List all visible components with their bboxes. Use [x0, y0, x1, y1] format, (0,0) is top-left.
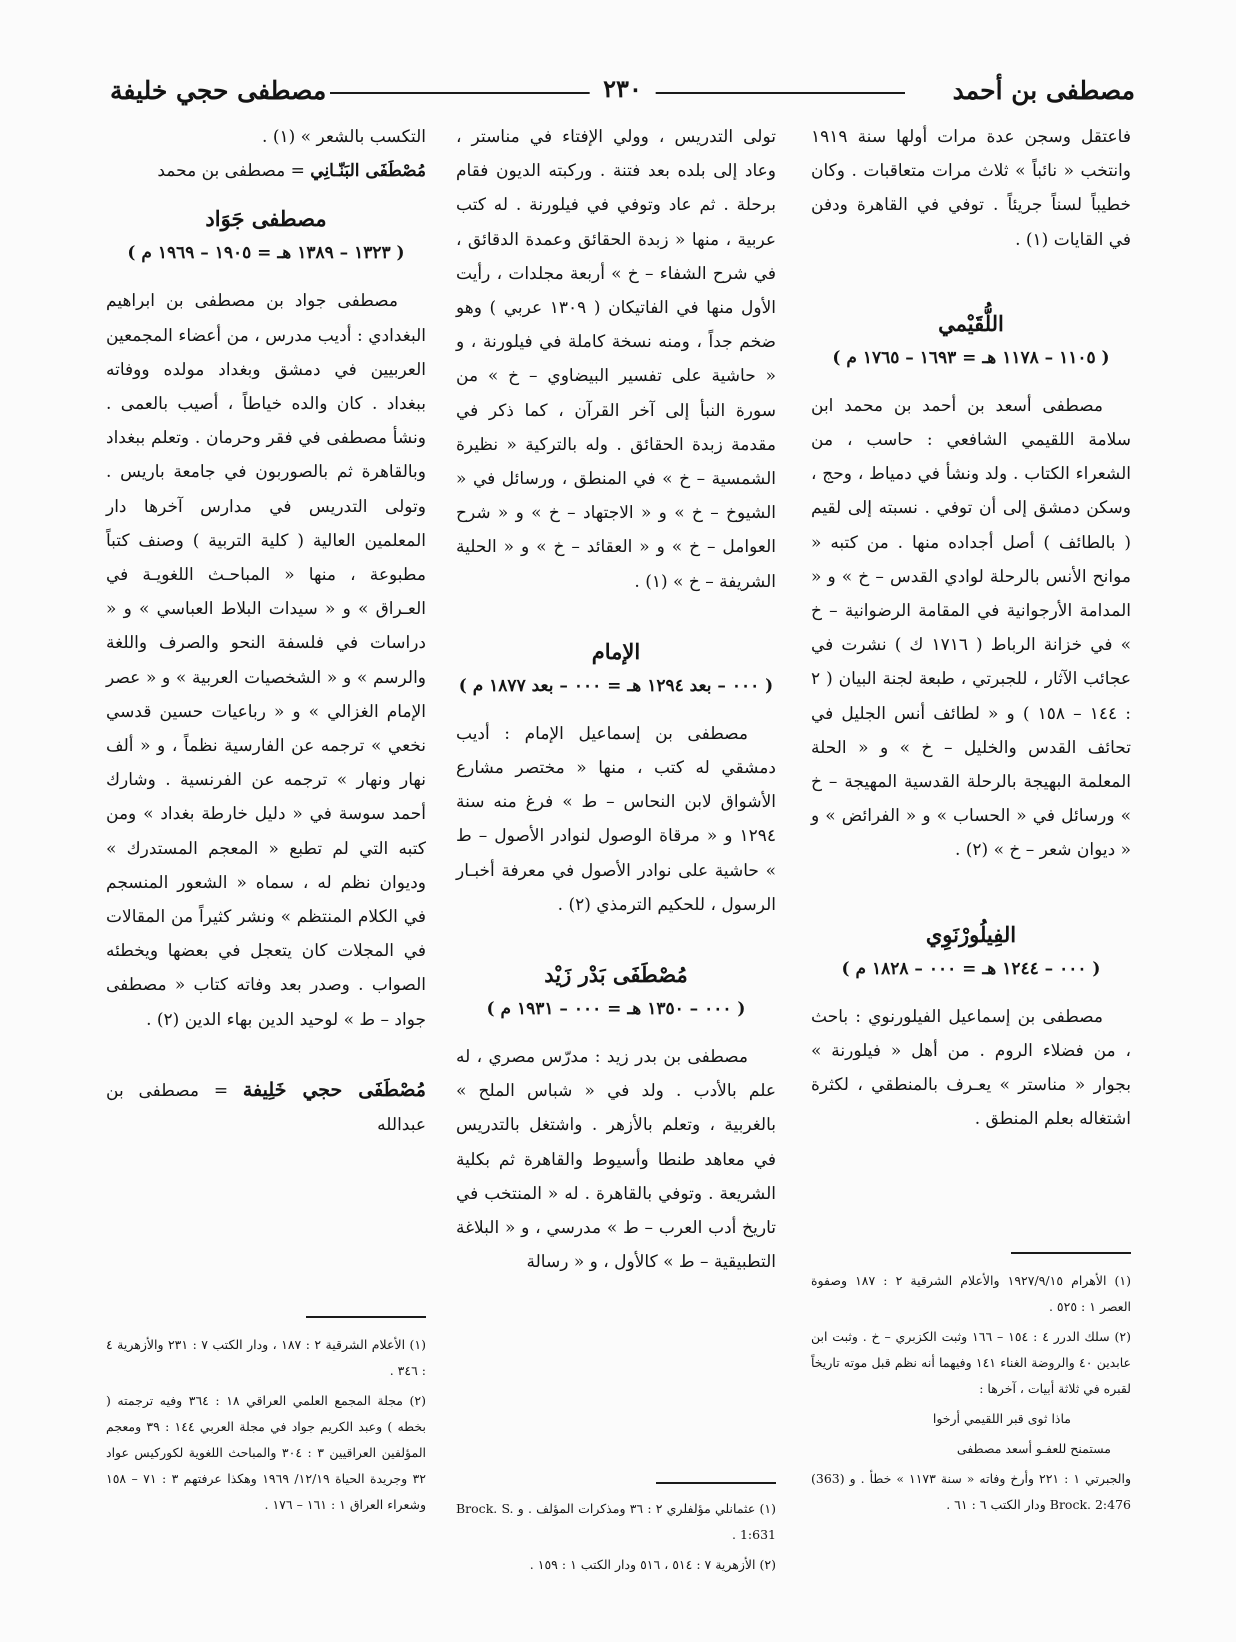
column-intro: فاعتقل وسجن عدة مرات أولها سنة ١٩١٩ وانتخب « نائباً » ثلاث مرات متعاقبات . وكان خطيباً لسناً جريئاً . توفي في القاهرة ودفن في القايات (١) . [811, 127, 1131, 250]
footnote: (٢) سلك الدرر ٤ : ١٥٤ – ١٦٦ وثبت الكزبري – خ . وثبت ابن عابدين ٤٠ والروضة الغناء ١٤١ وفيهما أنه نظم قبل موته تاريخاً لقبره في ثلاثة أبيات ، آخرها : [811, 1329, 1131, 1396]
footnotes-left [106, 1332, 426, 1522]
footnote-verse: مستمنح للعفـو أسعد مصطفى [956, 1441, 1111, 1456]
entry-dates: ( ١٣٢٣ – ١٣٨٩ هـ = ١٩٠٥ – ١٩٦٩ م ) [127, 243, 405, 264]
cross-reference-target: = مصطفى بن محمد [157, 161, 311, 182]
cross-reference-name: مُصْطَفَى حجي خَلِيفة [242, 1078, 426, 1101]
entry-title: مُصْطَفَى بَدْر زَيْد [544, 962, 688, 988]
footnote-rule [1011, 1252, 1131, 1254]
entry-body: مصطفى جواد بن مصطفى بن ابراهيم البغدادي : أديب مدرس ، من أعضاء المجمعين العربيين في دمشق وبغداد مولده ووفاته ببغداد . كان والده خياطاً ، أصيب بالعمى . ونشأ مصطفى في فقر وحرمان . وتعلم ببغداد وبالقاهرة ثم بالصوربون في جامعة باريس . وتولى التدريس في مدارس آخرها دار المعلمين العالية ( كلية التربية ) وصنف كتباً مطبوعة ، منها « المباحـث اللغويـة في العـراق » و « سيدات البلاط العباسي » و « دراسات في فلسفة النحو والصرف واللغة والرسم » و « الشخصيات العربية » و « عصر الإمام الغزالي » و « رباعيات حسين قدسي نخعي » ترجمه عن الفارسية نظماً ، و « ألف نهار ونهار » ترجمه عن الفرنسية . وشارك أحمد سوسة في « دليل خارطة بغداد » ومن كتبه التي لم تطبع « المعجم المستدرك » وديوان نظم له ، سماه « الشعور المنسجم في الكلام المنتظم » ونشر كثيراً من المقالات في المجلات كان يتعجل في بعضها ويخطئه الصواب . وصدر بعد وفاته كتاب « مصطفى جواد – ط » لوحيد الدين بهاء الدين (٢) . [106, 291, 426, 1030]
header-left-title: مصطفى حجي خليفة [110, 76, 327, 105]
column-intro: تولى التدريس ، وولي الإفتاء في مناستر ، وعاد إلى بلده بعد فتنة . وركبته الديون فقام برحلة . ثم عاد وتوفي في فيلورنة . له كتب عربية ، منها « زبدة الحقائق وعمدة الدقائق ، في شرح الشفاء – خ » أربعة مجلدات ، رأيت الأول منها في الفاتيكان ( ١٣٠٩ عربي ) وهو ضخم جداً ، ومنه نسخة كاملة في فيلورنة ، و « حاشية على تفسير البيضاوي – خ » من سورة النبأ إلى آخر القرآن ، كما ذكر في مقدمة زبدة الحقائق . وله بالتركية « نظيرة الشمسية – خ » في المنطق ، ورسائل في « الشيوخ – خ » و « الاجتهاد – خ » و « شرح العوامل – خ » و « العقائد – خ » و « الحلية الشريفة – خ » (١) . [456, 127, 776, 592]
page-number: ٢٣٠ [589, 74, 656, 103]
entry-body: مصطفى بن إسماعيل الفيلورنوي : باحث ، من فضلاء الروم . من أهل « فيلورنة » بجوار « مناستر » يعـرف بالمنطقي ، لكثرة اشتغاله بعلم المنطق . [811, 1006, 1131, 1130]
footnote: (١) الأعلام الشرقية ٢ : ١٨٧ ، ودار الكتب ٧ : ٢٣١ والأزهرية ٤ : ٣٤٦ . [106, 1337, 426, 1378]
header-right-title: مصطفى بن أحمد [952, 76, 1135, 105]
entry-title: مصطفى جَوَاد [205, 206, 327, 232]
entry-body: مصطفى أسعد بن أحمد بن محمد ابن سلامة اللقيمي الشافعي : حاسب ، من الشعراء الكتاب . ولد ونشأ في دمياط ، وحج ، وسكن دمشق إلى أن توفي . نسبته إلى لقيم ( بالطائف ) أصل أجداده منها . من كتبه « موانح الأنس بالرحلة لوادي القدس – خ » و « المدامة الأرجوانية في المقامة الرضوانية – خ » في خزانة الرباط ( ١٧١٦ ك ) نشرت في عجائب الآثار ، للجبرتي ، طبعة لجنة البيان ( ٢ : ١٤٤ – ١٥٨ ) و « لطائف أنس الجليل في تحائف القدس والخليل – خ » و « الحلة المعلمة البهيجة بالرحلة القدسية المهيجة – خ » ورسائل في « الحساب » و « الفرائض » و « ديوان شعر – خ » (٢) . [811, 395, 1131, 861]
footnote: (١) عثمانلي مؤلفلري ٢ : ٣٦ ومذكرات المؤلف . و Brock. S. 1:631 . [456, 1501, 776, 1542]
entry-dates: ( ٠٠٠ – ١٢٤٤ هـ = ٠٠٠ – ١٨٢٨ م ) [841, 958, 1101, 979]
running-header [110, 68, 1135, 112]
cross-reference [106, 154, 426, 188]
entry-title: الإمام [591, 638, 641, 664]
footnote: (٢) مجلة المجمع العلمي العراقي ١٨ : ٣٦٤ وفيه ترجمته ( بخطه ) وعبد الكريم جواد في مجلة العربي ١٤٤ : ٣٩ ومعجم المؤلفين العراقيين ٣ : ٣٠٤ والمباحث اللغوية لكوركيس عواد ٣٢ وجريدة الحياة ١٢/١٩/ ١٩٦٩ وهكذا عرفتهم ٣ : ٧١ – ١٥٨ وشعراء العراق ١ : ١٦١ – ١٧٦ . [106, 1393, 427, 1512]
entry-title: الفِيلُورْنَوِي [925, 921, 1017, 947]
footnote: (١) الأهرام ١٩٢٧/٩/١٥ والأعلام الشرقية ٢ : ١٨٧ وصفوة العصر ١ : ٥٢٥ . [811, 1273, 1131, 1314]
footnote: (٢) الأزهرية ٧ : ٥١٤ ، ٥١٦ ودار الكتب ١ : ١٥٩ . [529, 1557, 776, 1572]
footnote-rule [656, 1482, 776, 1484]
cross-reference-target: = مصطفى بن عبدالله [106, 1080, 426, 1136]
column-left [106, 120, 426, 1142]
footnote: والجبرتي ١ : ٢٢١ وأرخ وفاته « سنة ١١٧٣ » خطأ . و (363) Brock. 2:476 ودار الكتب ٦ : ٦١ . [811, 1471, 1131, 1512]
entry-dates: ( ٠٠٠ – بعد ١٢٩٤ هـ = ٠٠٠ – بعد ١٨٧٧ م ) [458, 675, 774, 696]
entry-dates: ( ١١٠٥ – ١١٧٨ هـ = ١٦٩٣ – ١٧٦٥ م ) [832, 347, 1110, 368]
footnotes-right [811, 1268, 1131, 1522]
entry-dates: ( ٠٠٠ – ١٣٥٠ هـ = ٠٠٠ – ١٩٣١ م ) [486, 999, 746, 1020]
entry-body: مصطفى بن إسماعيل الإمام : أديب دمشقي له كتب ، منها « مختصر مشارع الأشواق لابن النحاس – ط » فرغ منه سنة ١٢٩٤ و « مرقاة الوصول لنوادر الأصول – ط » حاشية على نوادر الأصول في معرفة أخبـار الرسول ، للحكيم الترمذي (٢) . [456, 723, 776, 915]
column-middle [456, 120, 776, 1279]
footnote-verse: ماذا ثوى قبر اللقيمي أرخوا [932, 1411, 1071, 1426]
footnotes-middle [456, 1496, 776, 1582]
column-right [811, 120, 1131, 1136]
cross-reference [106, 1073, 426, 1142]
column-intro: التكسب بالشعر » (١) . [262, 127, 426, 147]
entry-title: اللُّقَيْمي [938, 310, 1004, 336]
cross-reference-name: مُصْطَفَى البَنّـانِي [310, 161, 426, 182]
entry-body: مصطفى بن بدر زيد : مدرّس مصري ، له علم بالأدب . ولد في « شباس الملح » بالغربية ، وتعلم بالأزهر . واشتغل بالتدريس في معاهد طنطا وأسيوط والقاهرة ثم بكلية الشريعة . وتوفي بالقاهرة . له « المنتخب في تاريخ أدب العرب – ط » مدرسي ، و « البلاغة التطبيقية – ط » كالأول ، و « رسالة [456, 1047, 776, 1273]
footnote-rule [306, 1316, 426, 1318]
